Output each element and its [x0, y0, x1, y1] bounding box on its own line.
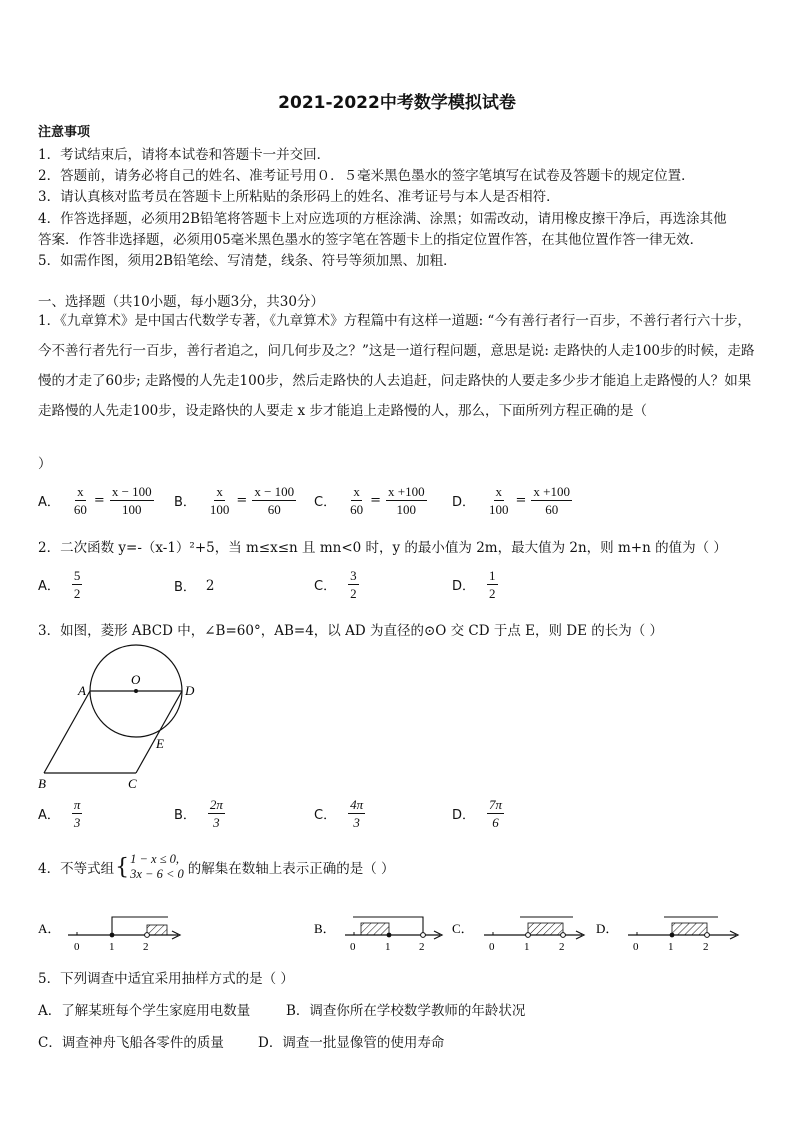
q4-option-c-label: C． [452, 921, 474, 936]
label-a: A [78, 683, 86, 698]
svg-text:0: 0 [74, 941, 80, 953]
system-inequality-2: 3x − 6 < 0 [130, 867, 184, 881]
q4-option-a-label: A． [38, 921, 61, 936]
q5-option-c[interactable]: C．调查神舟飞船各零件的质量 [38, 1035, 224, 1051]
svg-text:1: 1 [109, 941, 115, 953]
question-5-text: 5．下列调查中适宜采用抽样方式的是（ ） [38, 971, 294, 987]
q5-option-d[interactable]: D．调查一批显像管的使用寿命 [258, 1035, 445, 1051]
segment-cd [136, 691, 182, 773]
q2-option-a[interactable]: A． $\frac{5}{2}$ [38, 568, 81, 601]
note-item-4-cont: 答案．作答非选择题，必须用05毫米黑色墨水的签字笔在答题卡上的指定位置作答，在其他位置作答一律无效． [38, 232, 704, 248]
svg-text:1: 1 [385, 941, 391, 953]
q2-option-b[interactable]: B． 2 [174, 577, 215, 595]
question-4-text: 4．不等式组 { 1 − x ≤ 0, 3x − 6 < 0 的解集在数轴上表示正确的是（ ） [38, 852, 395, 881]
q3-option-b[interactable]: B． $\frac{2\pi}{3}$ [174, 797, 223, 830]
q5-option-b[interactable]: B．调查你所在学校数学教师的年龄状况 [286, 1003, 526, 1019]
svg-text:1: 1 [668, 941, 674, 953]
label-e: E [156, 736, 164, 751]
question-3-text: 3．如图，菱形 ABCD 中，∠B=60°，AB=4，以 AD 为直径的⊙O 交 CD 于点 E，则 DE 的长为（ ） [38, 623, 664, 639]
note-item-4: 4．作答选择题，必须用2B铅笔将答题卡上对应选项的方框涂满、涂黑；如需改动，请用橡皮擦干净后，再选涂其他 [38, 211, 727, 227]
q2-option-d[interactable]: D． $\frac{1}{2}$ [452, 568, 496, 601]
svg-text:0: 0 [350, 941, 356, 953]
svg-text:1: 1 [524, 941, 530, 953]
label-b: B [38, 776, 46, 791]
svg-text:2: 2 [143, 941, 149, 953]
q1-option-c[interactable]: C． $\frac{x}{60}$ = $\frac{x +100}{100}$ [314, 484, 425, 517]
q3-option-a[interactable]: A． $\frac{\pi}{3}$ [38, 797, 81, 830]
note-item-5: 5．如需作图，须用2B铅笔绘、写清楚，线条、符号等须加黑、加粗． [38, 253, 457, 269]
q5-option-a[interactable]: A．了解某班每个学生家庭用电数量 [38, 1003, 251, 1019]
svg-text:2: 2 [703, 941, 709, 953]
question-1-text: 1．《九章算术》是中国古代数学专著，《九章算术》方程篇中有这样一道题: “今有善行者行一百步，不善行者行六十步，今不善行者先行一百步，善行者追之，问几何步及之？”这是一道行程问题，意思是说: 走路快的人走100步的时候，走路慢的才走了60步; 走路慢的人先走100步，然后走路快的人去追赶，问走路快的人要走多少步才能追上走路慢的人？如果走路慢的人先走100步，设走路快的人要走 x 步才能追上走路慢的人，那么，下面所列方程正确的是（ [38, 313, 755, 419]
q4-option-b-label: B． [314, 921, 336, 936]
q1-option-d[interactable]: D． $\frac{x}{100}$ = $\frac{x +100}{60}$ [452, 484, 571, 517]
q4-option-d-label: D． [596, 921, 619, 936]
section-heading: 一、选择题（共10小题，每小题3分，共30分） [38, 294, 324, 310]
note-item-1: 1．考试结束后，请将本试卷和答题卡一并交回． [38, 147, 331, 163]
svg-text:0: 0 [489, 941, 495, 953]
segment-ab [44, 691, 90, 773]
svg-text:2: 2 [419, 941, 425, 953]
svg-text:0: 0 [633, 941, 639, 953]
q1-option-b[interactable]: B． $\frac{x}{100}$ = $\frac{x - 100}{60}$ [174, 484, 295, 517]
question-1-close-paren: ） [38, 456, 52, 472]
center-point [134, 689, 138, 693]
label-o: O [131, 672, 141, 687]
brace-icon: { [115, 854, 130, 880]
rhombus-circle-figure [30, 640, 220, 795]
q4-option-b[interactable] [345, 917, 442, 953]
q4-option-d[interactable] [628, 917, 738, 953]
q4-option-c[interactable] [484, 917, 584, 953]
q3-option-c[interactable]: C． $\frac{4\pi}{3}$ [314, 797, 364, 830]
svg-text:2: 2 [559, 941, 565, 953]
q1-option-a[interactable]: A． $\frac{x}{60}$ = $\frac{x - 100}{100}$ [38, 484, 152, 517]
label-c: C [128, 776, 137, 791]
note-item-2: 2．答题前，请务必将自己的姓名、准考证号用０．５毫米黑色墨水的签字笔填写在试卷及答题卡的规定位置． [38, 168, 695, 184]
note-item-3: 3．请认真核对监考员在答题卡上所粘贴的条形码上的姓名、准考证号与本人是否相符． [38, 189, 560, 205]
q2-option-c[interactable]: C． $\frac{3}{2}$ [314, 568, 357, 601]
q4-option-a[interactable] [68, 917, 180, 953]
system-inequality-1: 1 − x ≤ 0, [130, 852, 180, 866]
page-title: 2021-2022中考数学模拟试卷 [278, 93, 516, 113]
notes-heading: 注意事项 [38, 125, 91, 140]
question-2-text: 2．二次函数 y=-（x-1）²+5，当 m≤x≤n 且 mn<0 时，y 的最小值为 2m，最大值为 2n，则 m+n 的值为（ ） [38, 540, 727, 556]
q3-option-d[interactable]: D． $\frac{7\pi}{6}$ [452, 797, 503, 830]
label-d: D [185, 683, 195, 698]
q4-number-lines [0, 905, 794, 965]
